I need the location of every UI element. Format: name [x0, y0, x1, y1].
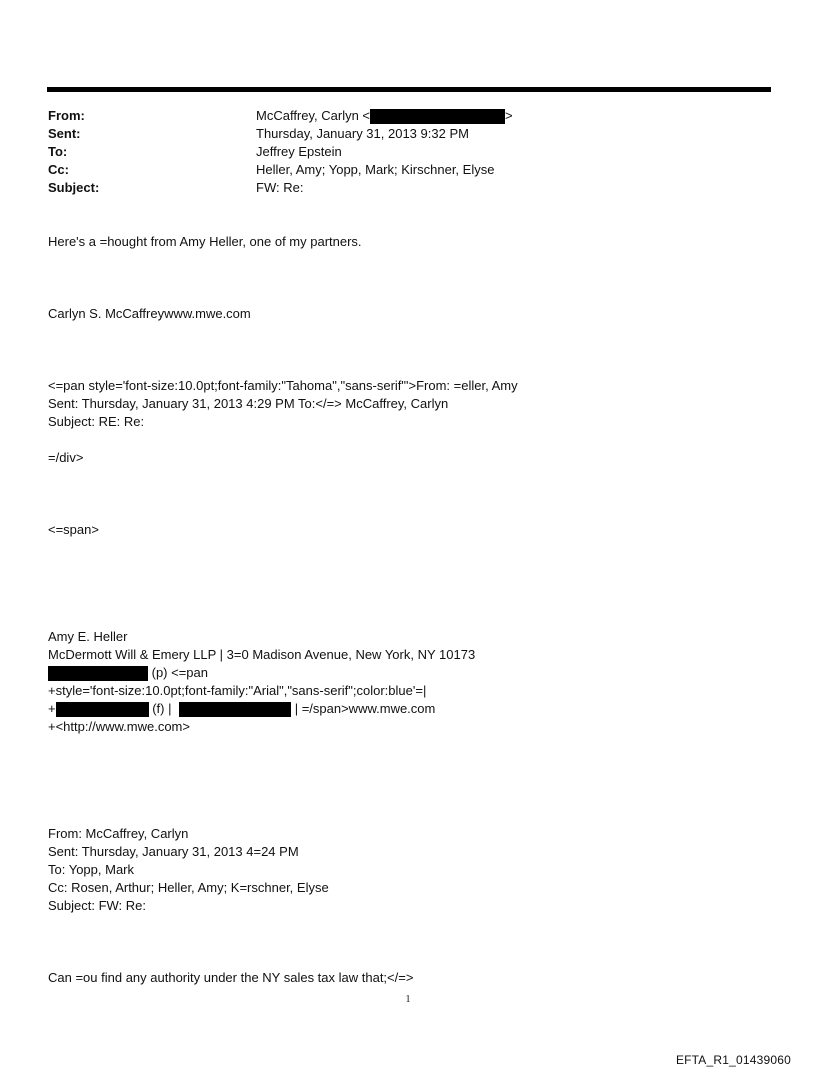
sig-firm-address: McDermott Will & Emery LLP | 3=0 Madison Avenue, New York, NY 10173	[48, 647, 476, 662]
span-tag-text: <=span>	[48, 522, 99, 537]
page-number: 1	[405, 994, 411, 1005]
sig-phone-suffix: (p) <=pan	[148, 665, 208, 680]
sent-row	[48, 125, 768, 143]
quoted-subject-line: Subject: RE: Re:	[48, 414, 145, 429]
question-text: Can =ou find any authority under the NY sales tax law that;</=>	[48, 970, 414, 985]
sent-label: Sent:	[48, 126, 81, 141]
sig-plus: +	[48, 701, 56, 716]
redaction-box	[370, 109, 505, 124]
header-divider	[47, 87, 771, 92]
signature-carlyn: Carlyn S. McCaffreywww.mwe.com	[48, 306, 251, 321]
redaction-box	[48, 666, 148, 681]
redaction-box	[179, 702, 291, 717]
sig-url-line: +<http://www.mwe.com>	[48, 719, 190, 734]
sig-name: Amy E. Heller	[48, 629, 128, 644]
sig-style-line: +style='font-size:10.0pt;font-family:"Arial","sans-serif";color:blue'=|	[48, 683, 427, 698]
to-row	[48, 143, 768, 161]
document-id: EFTA_R1_01439060	[675, 1053, 791, 1067]
sent-value: Thursday, January 31, 2013 9:32 PM	[256, 126, 469, 141]
intro-text: Here's a =hought from Amy Heller, one of my partners.	[48, 234, 362, 249]
from-row	[48, 107, 768, 125]
fwd-from-line: From: McCaffrey, Carlyn	[48, 826, 189, 841]
subject-value: FW: Re:	[256, 180, 304, 195]
quoted-from-line: <=pan style='font-size:10.0pt;font-family:"Tahoma","sans-serif"'>From: =eller, Amy	[48, 378, 518, 393]
cc-value: Heller, Amy; Yopp, Mark; Kirschner, Elyse	[256, 162, 495, 177]
quoted-header	[48, 377, 768, 431]
cc-label: Cc:	[48, 162, 69, 177]
from-label: From:	[48, 108, 85, 123]
subject-row	[48, 179, 768, 197]
sig-fax-line	[48, 700, 768, 718]
redaction-box	[56, 702, 149, 717]
to-value: Jeffrey Epstein	[256, 144, 342, 159]
sig-fax-suffix: (f) |	[148, 701, 172, 716]
sig-tail: | =/span>www.mwe.com	[291, 701, 436, 716]
quoted-sent-line: Sent: Thursday, January 31, 2013 4:29 PM To:</=> McCaffrey, Carlyn	[48, 396, 449, 411]
fwd-cc-line: Cc: Rosen, Arthur; Heller, Amy; K=rschner, Elyse	[48, 880, 329, 895]
forwarded-header	[48, 825, 768, 915]
from-value	[256, 107, 513, 125]
from-value-end: >	[505, 108, 513, 123]
signature-amy	[48, 628, 768, 736]
div-tag-text: =/div>	[48, 450, 84, 465]
cc-row	[48, 161, 768, 179]
sig-phone-line	[48, 664, 768, 682]
from-name: McCaffrey, Carlyn <	[256, 108, 371, 123]
subject-label: Subject:	[48, 180, 100, 195]
email-header	[48, 107, 768, 197]
fwd-to-line: To: Yopp, Mark	[48, 862, 134, 877]
fwd-subject-line: Subject: FW: Re:	[48, 898, 147, 913]
to-label: To:	[48, 144, 68, 159]
fwd-sent-line: Sent: Thursday, January 31, 2013 4=24 PM	[48, 844, 299, 859]
